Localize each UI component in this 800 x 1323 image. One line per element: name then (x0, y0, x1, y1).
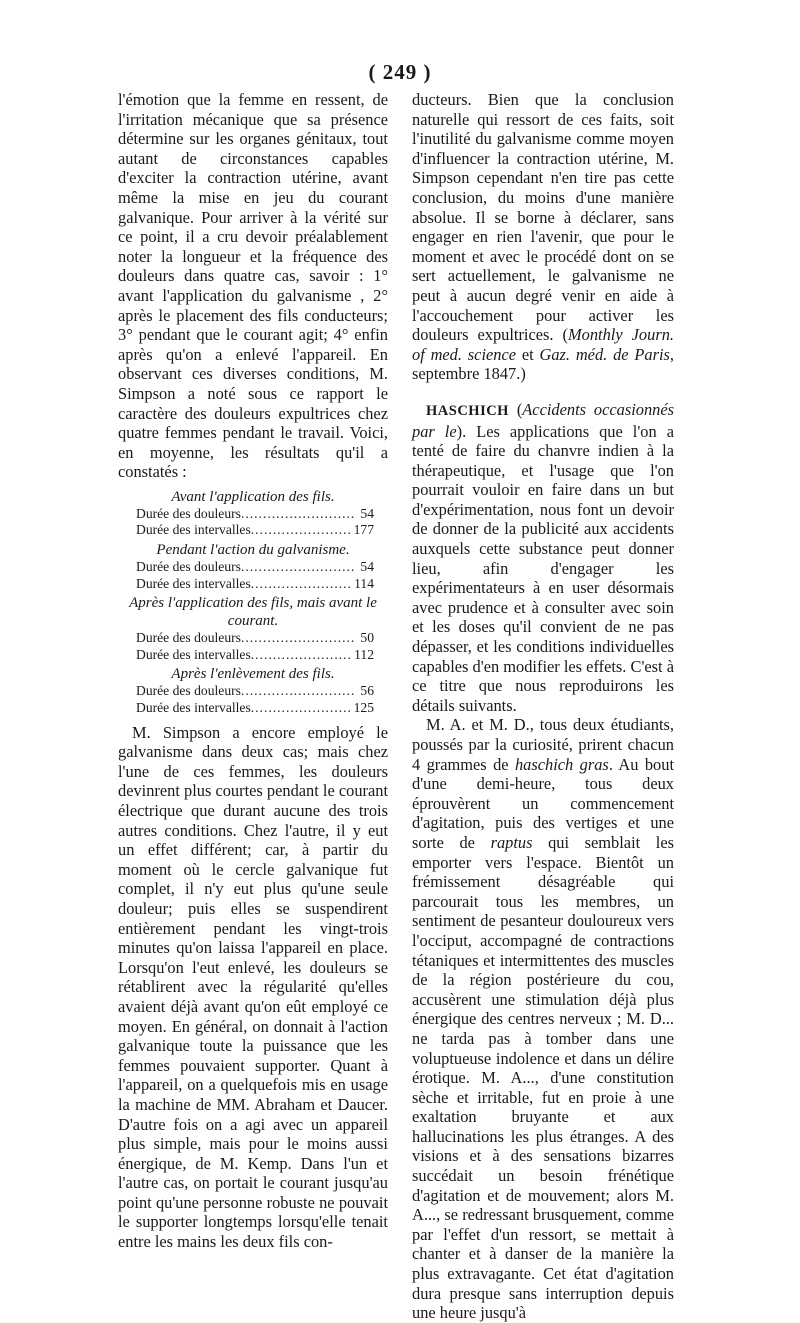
paragraph (412, 400, 674, 716)
measurement-table (118, 488, 388, 717)
row-label: Durée des douleurs (136, 505, 241, 521)
leader-dots (251, 647, 350, 664)
leader-dots (241, 683, 356, 700)
table-heading: Avant l'application des fils. (171, 488, 335, 505)
row-label: Durée des intervalles (136, 522, 251, 538)
paragraph: M. Simpson a encore employé le galvanisme dans deux cas; mais chez l'une de ces femmes, les douleurs devinrent plus courtes pendant le courant électrique que durant aucune des trois autres conditions. Chez l'autre, il y eut un effet différent; car, à partir du moment où le cercle galvanique fut complet, il n'y eut plus qu'une seule douleur; puis elles se suspendirent entièrement pendant les vingt-trois minutes qu'on laissa l'appareil en place. Lorsqu'on l'eut enlevé, les douleurs se rétablirent avec la régularité qu'elles avaient déjà avant qu'on eût employé ce moyen. En général, on donnait à l'action galvanique toute la puissance que les femmes pouvaient supporter. Quant à l'appareil, on a quelquefois mis en usage la machine de MM. Abraham et Daucer. D'autre fois on a agi avec un appareil plus simple, mais pour le moins aussi énergique, de M. Kemp. Dans l'un et l'autre cas, on portait le courant jusqu'au point qu'une personne robuste ne pouvait le supporter longtemps lorsqu'elle tenait entre les mains les deux fils con- (118, 722, 388, 1252)
table-heading: Après l'application des fils, mais avant le courant. (129, 595, 377, 630)
paragraph-text: , septembre 1847.) (412, 344, 674, 384)
leader-dots (251, 700, 350, 717)
row-label: Durée des intervalles (136, 700, 251, 716)
paragraph-text: et (516, 344, 540, 364)
paragraph-text: . Au bout d'une demi-heure, tous deux éprouvèrent un commencement d'agitation, puis des vertiges et une sorte de (412, 754, 674, 852)
table-row (118, 576, 388, 593)
paragraph-text: ). Les applications que l'on a tenté de faire du chanvre indien à la thérapeutique, et l'usage que l'on pourrait vouloir en faire dans un but d'expérimentation, nous font un devoir de donner de la publicité aux accidents auxquels cette substance peut donner lieu, afin d'engager les expérimentateurs à en user désormais avec prudence et à consulter avec soin et les doses qu'il convient de ne pas dépasser, et les conditions individuelles capables d'en modifier les effets. C'est à ce titre que nous reproduirons les détails suivants. (412, 421, 674, 715)
row-value: 56 (360, 683, 374, 699)
paragraph-text: ducteurs. Bien que la conclusion naturelle qui ressort de ces faits, soit l'inutilité du galvanisme comme moyen d'influencer la contraction utérine, M. Simpson cependant n'en tire pas cette conclusion, du moins d'une manière absolue. Il se borne à déclarer, sans engager en rien l'avenir, que pour le moment et avec le procédé dont on se sert actuellement, le galvanisme ne peut à aucun degré venir en aide à l'accouchement pour activer les douleurs expultrices. ( (412, 90, 674, 345)
leader-dots (241, 630, 356, 647)
row-value: 114 (354, 575, 374, 591)
leader-dots (251, 522, 350, 539)
leader-dots (241, 506, 356, 523)
paragraph: l'émotion que la femme en ressent, de l'irritation mécanique que sa présence détermine sur les organes génitaux, tout autant de circonstances capables d'exciter la contraction utérine, avant même la mise en jeu du courant galvanique. Pour arriver à la vérité sur ce point, il a cru devoir préalablement noter la longueur et la fréquence des douleurs dans quatre cas, savoir : 1° avant l'application du galvanisme , 2° après le placement des fils conducteurs; 3° pendant que le courant agit; 4° enfin après qu'on a enlevé l'appareil. En observant ces diverses conditions, M. Simpson a noté sous ce rapport le caractère des douleurs expultrices chez quatre femmes pendant le travail. Voici, en moyenne, les résultats qu'il a constatés : (118, 90, 388, 482)
leader-dots (251, 576, 350, 593)
table-row (118, 647, 388, 664)
row-label: Durée des douleurs (136, 683, 241, 699)
row-value: 50 (360, 630, 374, 646)
row-value: 177 (353, 522, 374, 538)
row-value: 112 (354, 646, 374, 662)
italic-term: haschich gras (514, 754, 609, 774)
row-value: 125 (353, 700, 374, 716)
row-label: Durée des douleurs (136, 559, 241, 575)
paragraph-text: qui semblait les emporter vers l'espace. Bientôt un frémissement désagréable qui parcourait tous les membres, un sentiment de pesanteur douloureux vers l'occiput, accompagné de contractions tétaniques et intermittentes des muscles de la région postérieure du cou, accusèrent une stimulation déjà plus énergique des centres nerveux ; M. D... ne tarda pas à tomber dans une voluptueuse indolence et dans un délire érotique. M. A..., d'une constitution sèche et irritable, fut en proie à une exaltation bruyante et aux hallucinations les plus étranges. A des visions et à des sensations bizarres succédait un besoin frénétique d'agitation et de mouvement; alors M. A..., se redressant brusquement, comme par l'effet d'un ressort, se mettait à chanter et à danser de la manière la plus extravagante. Cet état d'agitation dura presque sans interruption depuis une heure jusqu'à (412, 832, 674, 1323)
table-row (118, 700, 388, 717)
paragraph (412, 715, 674, 1322)
row-label: Durée des intervalles (136, 575, 251, 591)
table-row (118, 506, 388, 523)
table-heading: Pendant l'action du galvanisme. (156, 542, 350, 559)
right-column (412, 90, 674, 1323)
paragraph-text: ( (508, 399, 523, 419)
journal-reference: Monthly Journ. of med. science (412, 325, 674, 364)
paragraph (412, 90, 674, 384)
table-heading: Après l'enlèvement des fils. (171, 666, 335, 683)
section-subtitle: Accidents occasionnés par le (412, 399, 674, 441)
row-label: Durée des intervalles (136, 646, 251, 662)
table-row (118, 522, 388, 539)
table-row (118, 559, 388, 576)
table-row (118, 683, 388, 700)
section-heading: HASCHICH (426, 402, 509, 419)
page-number: ( 249 ) (368, 60, 432, 84)
left-column (118, 90, 388, 1252)
paragraph-text: M. A. et M. D., tous deux étudiants, poussés par la curiosité, prirent chacun 4 grammes de (412, 715, 674, 774)
table-row (118, 630, 388, 647)
row-label: Durée des douleurs (136, 630, 241, 646)
italic-term: raptus (490, 832, 533, 852)
row-value: 54 (360, 505, 374, 521)
row-value: 54 (360, 559, 374, 575)
journal-reference: Gaz. méd. de Paris (539, 344, 670, 364)
leader-dots (241, 559, 356, 576)
